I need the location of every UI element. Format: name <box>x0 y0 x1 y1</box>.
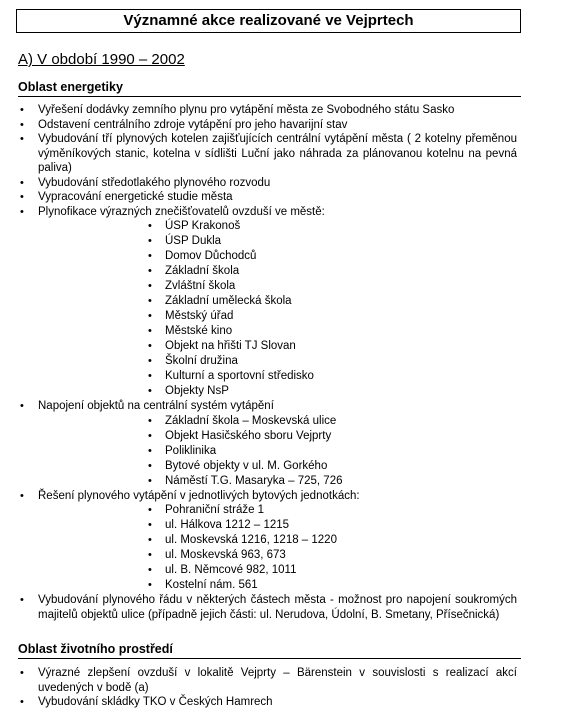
bullet-icon: • <box>148 504 152 516</box>
sub-list <box>38 219 517 399</box>
sub-list-item <box>38 518 517 533</box>
bullet-icon: • <box>20 118 24 131</box>
bullet-icon: • <box>20 176 24 189</box>
sub-list-item-text: Objekt na hřišti TJ Slovan <box>165 340 296 352</box>
list-item-text: Řešení plynového vytápění v jednotlivých bytových jednotkách: <box>38 489 360 502</box>
bullet-icon: • <box>20 400 24 412</box>
bullet-icon: • <box>20 205 24 218</box>
zivotni-prostredi-list <box>0 666 577 710</box>
sub-list-item-text: Poliklinika <box>165 444 217 457</box>
bullet-icon: • <box>148 564 152 576</box>
bullet-icon: • <box>20 104 24 116</box>
sub-list-item-text: Kulturní a sportovní středisko <box>165 370 314 382</box>
sub-list-item-text: Městské kino <box>165 325 233 337</box>
list-item-text: Vyřešení dodávky zemního plynu pro vytápění města ze Svobodného státu Sasko <box>38 104 455 116</box>
sub-list-item-text: Zvláštní škola <box>165 280 236 292</box>
list-item-text: Plynofikace výrazných znečišťovatelů ovzduší ve městě: <box>38 205 325 218</box>
sub-list-item <box>38 264 517 279</box>
sub-list-item <box>38 279 517 294</box>
sub-list-item-text: ul. Moskevská 1216, 1218 – 1220 <box>165 534 337 546</box>
sub-list-item <box>38 354 517 369</box>
bullet-icon: • <box>20 191 24 203</box>
sub-list-item <box>38 563 517 578</box>
sub-list-item <box>38 444 517 459</box>
bullet-icon: • <box>148 459 152 472</box>
section-heading-period: A) V období 1990 – 2002 <box>18 51 185 68</box>
bullet-icon: • <box>148 519 152 531</box>
sub-list-item-text: Objekt Hasičského sboru Vejprty <box>165 429 332 442</box>
sub-list-item-text: Domov Důchodců <box>165 250 257 262</box>
sub-list-item-text: Náměstí T.G. Masaryka – 725, 726 <box>165 474 343 487</box>
list-item <box>0 593 577 622</box>
list-item-text: Napojení objektů na centrální systém vytápění <box>38 400 274 412</box>
list-item <box>0 132 577 176</box>
sub-list-item <box>38 339 517 354</box>
sub-list-item <box>38 234 517 249</box>
sub-list-item <box>38 578 517 593</box>
bullet-icon: • <box>148 429 152 442</box>
sub-list-item <box>38 384 517 399</box>
sub-list-item <box>38 219 517 234</box>
bullet-icon: • <box>148 250 152 262</box>
list-item-text: Vybudování plynového řádu v některých částech města - možnost pro napojení soukromých majitelů objektů ulice (případně jejich části: ul. Nerudova, Údolní, B. Smetany, Přísečnická) <box>38 594 517 621</box>
sub-list-item-text: Základní umělecká škola <box>165 295 292 307</box>
sub-list-item-text: Objekty NsP <box>165 385 229 397</box>
sub-list-item <box>38 249 517 264</box>
sub-list <box>38 503 517 593</box>
sub-list-item <box>38 414 517 429</box>
list-item <box>0 176 577 191</box>
subheading-zivotni-prostredi: Oblast životního prostředí <box>18 642 521 659</box>
sub-list-item-text: ÚSP Dukla <box>165 235 222 247</box>
sub-list-item-text: Pohraniční stráže 1 <box>165 504 265 516</box>
bullet-icon: • <box>148 444 152 457</box>
sub-list-item-text: ul. B. Němcové 982, 1011 <box>165 564 297 576</box>
bullet-icon: • <box>148 295 152 307</box>
sub-list-item <box>38 324 517 339</box>
sub-list-item-text: Bytové objekty v ul. M. Gorkého <box>165 459 328 472</box>
bullet-icon: • <box>148 280 152 292</box>
sub-list-item <box>38 369 517 384</box>
sub-list-item <box>38 533 517 548</box>
bullet-icon: • <box>148 340 152 352</box>
bullet-icon: • <box>148 220 152 232</box>
bullet-icon: • <box>20 667 24 679</box>
list-item-text: Vybudování středotlakého plynového rozvodu <box>38 176 271 189</box>
bullet-icon: • <box>148 370 152 382</box>
list-item <box>0 190 577 205</box>
bullet-icon: • <box>148 579 152 591</box>
document-title: Významné akce realizované ve Vejprtech <box>16 9 521 33</box>
bullet-icon: • <box>148 385 152 397</box>
sub-list-item-text: ÚSP Krakonoš <box>165 220 241 232</box>
list-item <box>0 666 577 695</box>
bullet-icon: • <box>148 549 152 561</box>
bullet-icon: • <box>20 696 24 708</box>
bullet-icon: • <box>148 534 152 546</box>
sub-list-item <box>38 474 517 489</box>
sub-list-item-text: Kostelní nám. 561 <box>165 579 258 591</box>
energetika-list <box>0 103 577 622</box>
list-item-text: Výrazné zlepšení ovzduší v lokalitě Vejprty – Bärenstein v souvislosti s realizací akcí uvedených v bodě (a) <box>38 667 517 694</box>
list-item <box>0 489 577 594</box>
list-item <box>0 118 577 133</box>
bullet-icon: • <box>148 325 152 337</box>
sub-list-item-text: ul. Hálkova 1212 – 1215 <box>165 519 290 531</box>
bullet-icon: • <box>148 310 152 322</box>
list-item <box>0 695 577 710</box>
bullet-icon: • <box>148 235 152 247</box>
sub-list-item <box>38 429 517 444</box>
bullet-icon: • <box>148 265 152 277</box>
list-item-text: Vybudování tří plynových kotelen zajišťujících centrální vytápění města ( 2 kotelny přeměnou výměníkových stanic, kotelna v sídlišti Luční jako náhrada za plánovanou kotelnu na pevná paliva) <box>38 133 517 174</box>
sub-list-item-text: Základní škola <box>165 265 240 277</box>
subheading-energetika: Oblast energetiky <box>18 80 521 97</box>
sub-list-item <box>38 294 517 309</box>
sub-list-item-text: Základní škola – Moskevská ulice <box>165 414 337 427</box>
sub-list-item <box>38 548 517 563</box>
list-item <box>0 399 577 489</box>
list-item-text: Vybudování skládky TKO v Českých Hamrech <box>38 696 273 708</box>
sub-list-item-text: Městský úřad <box>165 310 234 322</box>
list-item <box>0 103 577 118</box>
sub-list-item-text: ul. Moskevská 963, 673 <box>165 549 286 561</box>
bullet-icon: • <box>20 489 24 502</box>
sub-list-item <box>38 309 517 324</box>
list-item-text: Odstavení centrálního zdroje vytápění pro jeho havarijní stav <box>38 118 348 131</box>
bullet-icon: • <box>148 474 152 487</box>
sub-list-item-text: Školní družina <box>165 355 238 367</box>
sub-list <box>38 414 517 489</box>
bullet-icon: • <box>148 414 152 427</box>
bullet-icon: • <box>148 355 152 367</box>
sub-list-item <box>38 503 517 518</box>
bullet-icon: • <box>20 594 24 606</box>
sub-list-item <box>38 459 517 474</box>
list-item-text: Vypracování energetické studie města <box>38 191 233 203</box>
list-item <box>0 205 577 400</box>
bullet-icon: • <box>20 133 24 145</box>
